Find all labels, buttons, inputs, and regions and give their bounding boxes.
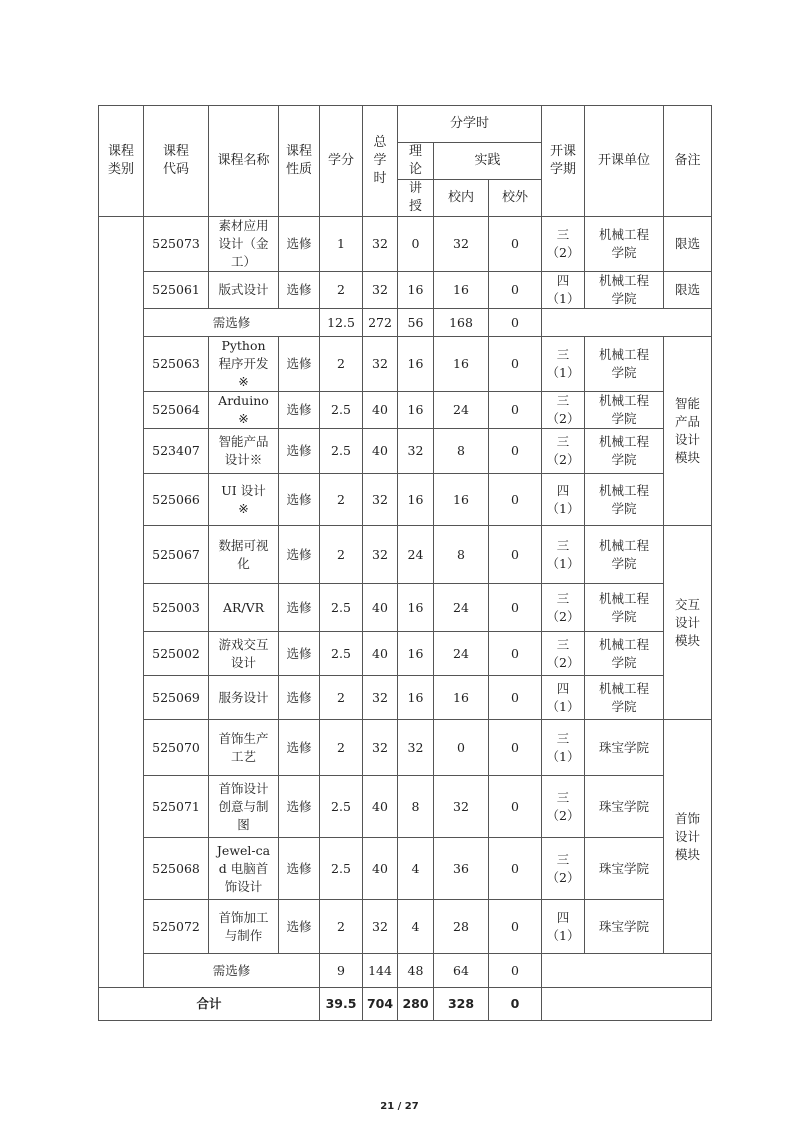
course-credit: 1	[320, 217, 363, 272]
course-nature: 选修	[279, 217, 320, 272]
course-nature: 选修	[279, 632, 320, 676]
course-off-campus: 0	[489, 526, 542, 584]
course-note: 首饰 设计 模块	[664, 720, 712, 954]
subtotal-off-campus: 0	[489, 954, 542, 988]
total-label: 合计	[99, 988, 320, 1021]
course-credit: 2.5	[320, 392, 363, 429]
header-split-hours: 分学时	[398, 106, 542, 143]
course-lecture: 0	[398, 217, 434, 272]
table-row	[99, 632, 712, 676]
subtotal-empty	[542, 309, 712, 337]
course-on-campus: 0	[434, 720, 489, 776]
subtotal-label: 需选修	[144, 309, 320, 337]
table-row	[99, 676, 712, 720]
course-lecture: 8	[398, 776, 434, 838]
course-lecture: 32	[398, 720, 434, 776]
course-off-campus: 0	[489, 900, 542, 954]
course-code: 525071	[144, 776, 209, 838]
course-on-campus: 16	[434, 676, 489, 720]
course-lecture: 4	[398, 900, 434, 954]
course-off-campus: 0	[489, 632, 542, 676]
subtotal-credit: 12.5	[320, 309, 363, 337]
course-on-campus: 36	[434, 838, 489, 900]
table-row	[99, 337, 712, 392]
course-off-campus: 0	[489, 676, 542, 720]
subtotal-empty	[542, 954, 712, 988]
header-code: 课程 代码	[144, 106, 209, 217]
course-name: 首饰设计 创意与制 图	[209, 776, 279, 838]
table-row	[99, 838, 712, 900]
course-off-campus: 0	[489, 474, 542, 526]
course-name: 游戏交互 设计	[209, 632, 279, 676]
course-off-campus: 0	[489, 720, 542, 776]
course-note: 交互 设计 模块	[664, 526, 712, 720]
course-unit: 机械工程 学院	[585, 392, 664, 429]
course-code: 525069	[144, 676, 209, 720]
table-row	[99, 584, 712, 632]
category-cell	[99, 217, 144, 988]
header-credit: 学分	[320, 106, 363, 217]
course-off-campus: 0	[489, 272, 542, 309]
course-credit: 2.5	[320, 838, 363, 900]
course-hours: 32	[363, 526, 398, 584]
table-row	[99, 474, 712, 526]
course-lecture: 4	[398, 838, 434, 900]
course-on-campus: 16	[434, 474, 489, 526]
course-semester: 四 （1）	[542, 900, 585, 954]
course-nature: 选修	[279, 776, 320, 838]
course-semester: 四 （1）	[542, 272, 585, 309]
course-on-campus: 32	[434, 217, 489, 272]
table-row	[99, 720, 712, 776]
subtotal-on-campus: 168	[434, 309, 489, 337]
course-hours: 32	[363, 474, 398, 526]
course-credit: 2	[320, 900, 363, 954]
course-nature: 选修	[279, 838, 320, 900]
total-empty	[542, 988, 712, 1021]
course-unit: 机械工程 学院	[585, 632, 664, 676]
course-lecture: 16	[398, 584, 434, 632]
course-hours: 32	[363, 676, 398, 720]
table-body	[99, 217, 712, 988]
subtotal-hours: 272	[363, 309, 398, 337]
total-credit: 39.5	[320, 988, 363, 1021]
course-unit: 机械工程 学院	[585, 337, 664, 392]
course-lecture: 16	[398, 337, 434, 392]
course-on-campus: 8	[434, 429, 489, 474]
course-credit: 2.5	[320, 776, 363, 838]
course-semester: 三 （1）	[542, 720, 585, 776]
course-code: 525072	[144, 900, 209, 954]
course-code: 525063	[144, 337, 209, 392]
header-on-campus: 校内	[434, 180, 489, 217]
course-name: Python 程序开发 ※	[209, 337, 279, 392]
course-unit: 机械工程 学院	[585, 272, 664, 309]
header-practice: 实践	[434, 143, 542, 180]
course-unit: 机械工程 学院	[585, 429, 664, 474]
course-off-campus: 0	[489, 337, 542, 392]
subtotal-lecture: 48	[398, 954, 434, 988]
course-hours: 40	[363, 838, 398, 900]
total-off-campus: 0	[489, 988, 542, 1021]
course-credit: 2	[320, 337, 363, 392]
course-code: 525070	[144, 720, 209, 776]
course-semester: 四 （1）	[542, 474, 585, 526]
header-total-hours: 总 学 时	[363, 106, 398, 217]
course-credit: 2.5	[320, 584, 363, 632]
course-hours: 32	[363, 272, 398, 309]
course-semester: 三 （2）	[542, 429, 585, 474]
course-unit: 机械工程 学院	[585, 526, 664, 584]
total-lecture: 280	[398, 988, 434, 1021]
course-hours: 40	[363, 584, 398, 632]
subtotal-credit: 9	[320, 954, 363, 988]
subtotal-row	[99, 309, 712, 337]
course-semester: 三 （2）	[542, 217, 585, 272]
course-hours: 40	[363, 632, 398, 676]
course-unit: 珠宝学院	[585, 900, 664, 954]
course-note: 智能 产品 设计 模块	[664, 337, 712, 526]
course-unit: 珠宝学院	[585, 720, 664, 776]
course-name: Jewel-ca d 电脑首 饰设计	[209, 838, 279, 900]
subtotal-hours: 144	[363, 954, 398, 988]
table-row	[99, 217, 712, 272]
course-name: 服务设计	[209, 676, 279, 720]
course-unit: 机械工程 学院	[585, 584, 664, 632]
header-unit: 开课单位	[585, 106, 664, 217]
course-credit: 2	[320, 676, 363, 720]
course-on-campus: 16	[434, 337, 489, 392]
course-nature: 选修	[279, 392, 320, 429]
course-hours: 32	[363, 900, 398, 954]
course-off-campus: 0	[489, 217, 542, 272]
subtotal-on-campus: 64	[434, 954, 489, 988]
course-lecture: 16	[398, 392, 434, 429]
subtotal-lecture: 56	[398, 309, 434, 337]
course-code: 525003	[144, 584, 209, 632]
course-off-campus: 0	[489, 838, 542, 900]
course-nature: 选修	[279, 474, 320, 526]
course-code: 525061	[144, 272, 209, 309]
course-hours: 32	[363, 217, 398, 272]
header-lecture: 讲 授	[398, 180, 434, 217]
course-name: 数据可视 化	[209, 526, 279, 584]
subtotal-off-campus: 0	[489, 309, 542, 337]
course-nature: 选修	[279, 429, 320, 474]
course-name: AR/VR	[209, 584, 279, 632]
header-name: 课程名称	[209, 106, 279, 217]
course-lecture: 16	[398, 676, 434, 720]
table-row	[99, 429, 712, 474]
course-off-campus: 0	[489, 776, 542, 838]
course-code: 525073	[144, 217, 209, 272]
course-semester: 三 （2）	[542, 776, 585, 838]
course-semester: 三 （2）	[542, 392, 585, 429]
course-note: 限选	[664, 272, 712, 309]
course-nature: 选修	[279, 720, 320, 776]
course-name: Arduino ※	[209, 392, 279, 429]
course-on-campus: 16	[434, 272, 489, 309]
course-off-campus: 0	[489, 429, 542, 474]
header-semester: 开课 学期	[542, 106, 585, 217]
course-lecture: 16	[398, 272, 434, 309]
course-nature: 选修	[279, 337, 320, 392]
course-hours: 40	[363, 776, 398, 838]
course-code: 525064	[144, 392, 209, 429]
course-on-campus: 24	[434, 392, 489, 429]
total-on-campus: 328	[434, 988, 489, 1021]
course-semester: 三 （2）	[542, 632, 585, 676]
course-credit: 2	[320, 526, 363, 584]
total-hours: 704	[363, 988, 398, 1021]
course-nature: 选修	[279, 676, 320, 720]
course-lecture: 16	[398, 632, 434, 676]
course-credit: 2	[320, 474, 363, 526]
course-nature: 选修	[279, 900, 320, 954]
header-off-campus: 校外	[489, 180, 542, 217]
course-lecture: 16	[398, 474, 434, 526]
page-number: 21 / 27	[380, 1101, 419, 1112]
course-semester: 三 （2）	[542, 584, 585, 632]
table-row	[99, 526, 712, 584]
course-code: 525002	[144, 632, 209, 676]
course-note: 限选	[664, 217, 712, 272]
course-name: 智能产品 设计※	[209, 429, 279, 474]
course-on-campus: 24	[434, 632, 489, 676]
header-nature: 课程 性质	[279, 106, 320, 217]
table-row	[99, 392, 712, 429]
course-hours: 32	[363, 337, 398, 392]
course-semester: 三 （1）	[542, 526, 585, 584]
course-unit: 机械工程 学院	[585, 474, 664, 526]
total-row	[99, 988, 712, 1021]
course-unit: 珠宝学院	[585, 776, 664, 838]
course-code: 525068	[144, 838, 209, 900]
subtotal-row	[99, 954, 712, 988]
course-on-campus: 24	[434, 584, 489, 632]
course-name: 素材应用 设计（金 工）	[209, 217, 279, 272]
course-semester: 四 （1）	[542, 676, 585, 720]
table-row	[99, 272, 712, 309]
course-code: 525067	[144, 526, 209, 584]
header-theory: 理 论	[398, 143, 434, 180]
course-credit: 2	[320, 272, 363, 309]
course-off-campus: 0	[489, 584, 542, 632]
course-nature: 选修	[279, 526, 320, 584]
course-hours: 40	[363, 429, 398, 474]
course-semester: 三 （1）	[542, 337, 585, 392]
course-on-campus: 32	[434, 776, 489, 838]
course-lecture: 24	[398, 526, 434, 584]
subtotal-label: 需选修	[144, 954, 320, 988]
course-name: 版式设计	[209, 272, 279, 309]
course-nature: 选修	[279, 272, 320, 309]
curriculum-table	[98, 105, 712, 1021]
course-code: 525066	[144, 474, 209, 526]
header-note: 备注	[664, 106, 712, 217]
course-name: 首饰加工 与制作	[209, 900, 279, 954]
course-name: 首饰生产 工艺	[209, 720, 279, 776]
course-name: UI 设计 ※	[209, 474, 279, 526]
course-semester: 三 （2）	[542, 838, 585, 900]
course-nature: 选修	[279, 584, 320, 632]
table-row	[99, 900, 712, 954]
course-on-campus: 28	[434, 900, 489, 954]
course-credit: 2	[320, 720, 363, 776]
course-off-campus: 0	[489, 392, 542, 429]
course-credit: 2.5	[320, 429, 363, 474]
course-hours: 32	[363, 720, 398, 776]
table-row	[99, 776, 712, 838]
course-lecture: 32	[398, 429, 434, 474]
course-credit: 2.5	[320, 632, 363, 676]
course-unit: 机械工程 学院	[585, 217, 664, 272]
course-on-campus: 8	[434, 526, 489, 584]
course-code: 523407	[144, 429, 209, 474]
course-unit: 机械工程 学院	[585, 676, 664, 720]
header-category: 课程 类别	[99, 106, 144, 217]
course-unit: 珠宝学院	[585, 838, 664, 900]
course-hours: 40	[363, 392, 398, 429]
